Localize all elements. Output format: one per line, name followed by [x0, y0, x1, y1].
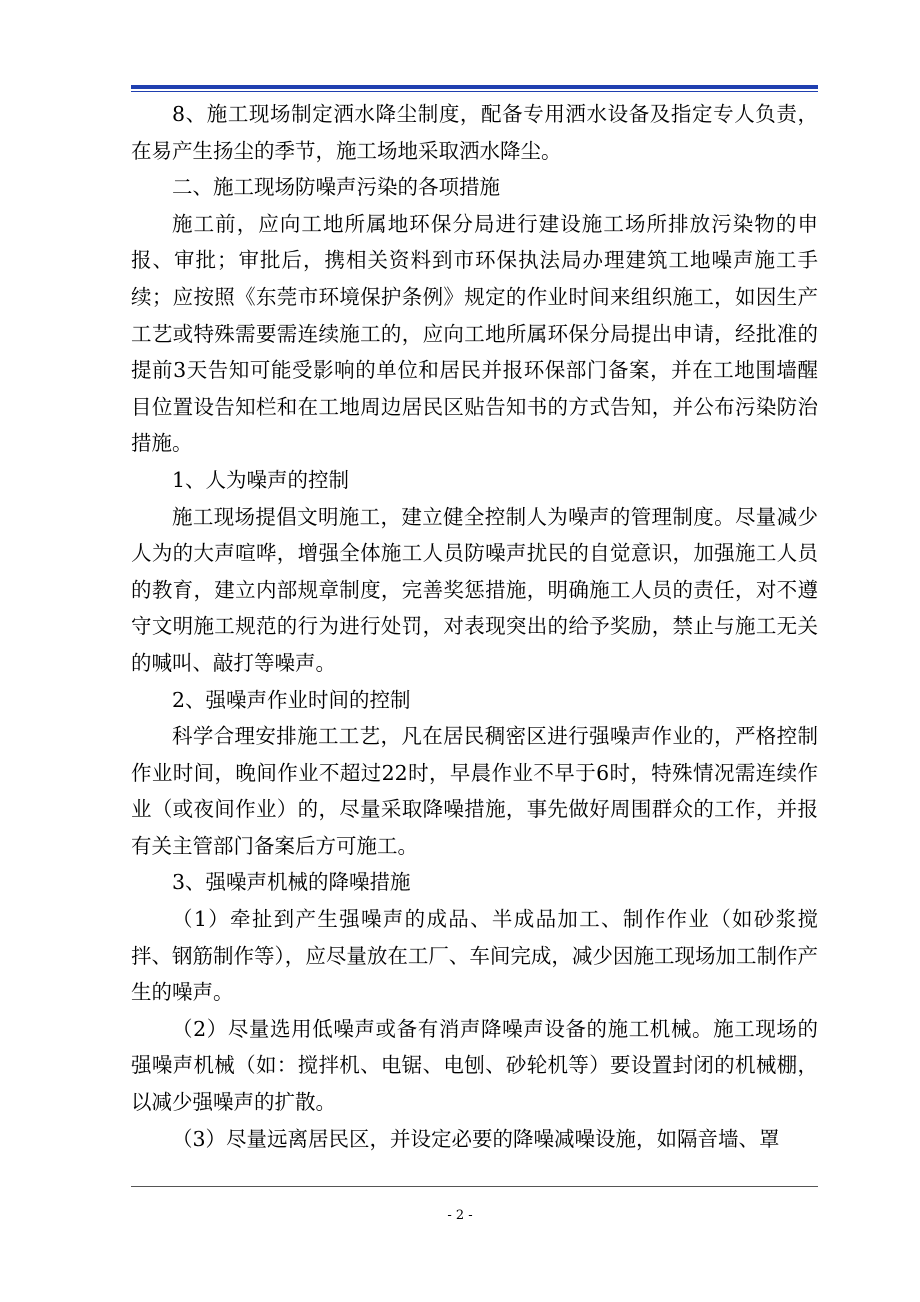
header-rule-thick: [131, 85, 818, 89]
paragraph-noise-approval: 施工前，应向工地所属地环保分局进行建设施工场所排放污染物的申报、审批；审批后，携相关资料到市环保执法局办理建筑工地噪声施工手续；应按照《东莞市环境保护条例》规定的作业时间来组织施工，如因生产工艺或特殊需要需连续施工的，应向工地所属环保分局提出申请，经批准的提前3天告知可能受影响的单位和居民并报环保部门备案，并在工地围墙醒目位置设告知栏和在工地周边居民区贴告知书的方式告知，并公布污染防治措施。: [131, 211, 818, 456]
paragraph-machinery-3: （3）尽量远离居民区，并设定必要的降噪减噪设施，如隔音墙、罩: [172, 1126, 780, 1151]
paragraph-dust-control: 8、施工现场制定洒水降尘制度，配备专用洒水设备及指定专人负责，在易产生扬尘的季节，施工场地采取洒水降尘。: [131, 102, 818, 163]
header-rule-thin: [131, 91, 818, 92]
subheading-work-time: 2、强噪声作业时间的控制: [172, 687, 411, 712]
paragraph-work-time: 科学合理安排施工工艺，凡在居民稠密区进行强噪声作业的，严格控制作业时间，晚间作业不超过22时，早晨作业不早于6时，特殊情况需连续作业（或夜间作业）的，尽量采取降噪措施，事先做好周围群众的工作，并报有关主管部门备案后方可施工。: [131, 724, 818, 858]
subheading-human-noise: 1、人为噪声的控制: [172, 467, 350, 492]
paragraph-human-noise: 施工现场提倡文明施工，建立健全控制人为噪声的管理制度。尽量减少人为的大声喧哗，增强全体施工人员防噪声扰民的自觉意识，加强施工人员的教育，建立内部规章制度，完善奖惩措施，明确施工人员的责任，对不遵守文明施工规范的行为进行处罚，对表现突出的给予奖励，禁止与施工无关的喊叫、敲打等噪声。: [131, 504, 818, 675]
page-number: - 2 -: [447, 1208, 473, 1223]
paragraph-machinery-1: （1）牵扯到产生强噪声的成品、半成品加工、制作作业（如砂浆搅拌、钢筋制作等），应尽量放在工厂、车间完成，减少因施工现场加工制作产生的噪声。: [131, 907, 818, 1005]
document-body: [131, 96, 818, 1157]
footer-rule: [131, 1186, 818, 1187]
section-heading-noise: 二、施工现场防噪声污染的各项措施: [172, 175, 500, 200]
paragraph-machinery-2: （2）尽量选用低噪声或备有消声降噪声设备的施工机械。施工现场的强噪声机械（如：搅拌机、电锯、电刨、砂轮机等）要设置封闭的机械棚，以减少强噪声的扩散。: [131, 1016, 818, 1115]
subheading-machinery: 3、强噪声机械的降噪措施: [172, 870, 411, 895]
